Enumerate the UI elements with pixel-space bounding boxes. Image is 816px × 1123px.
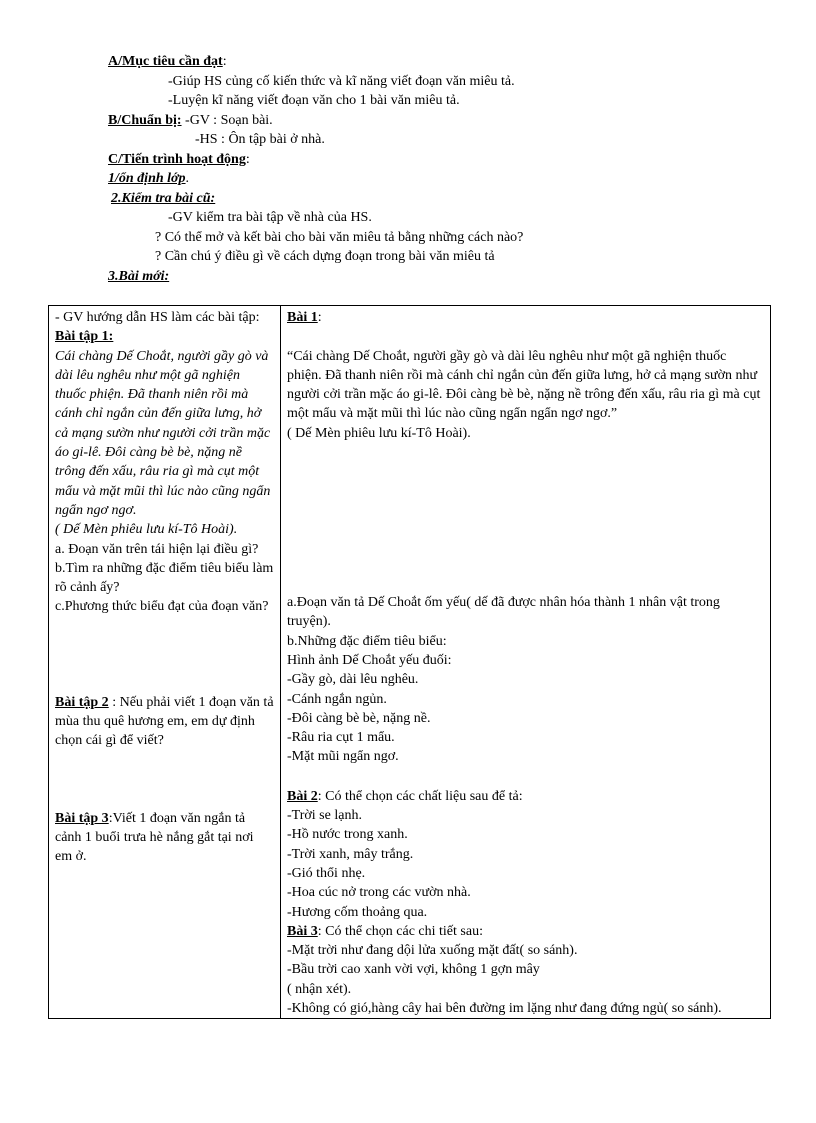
exercise-1-source: ( Dế Mèn phiêu lưu kí-Tô Hoài). [55,522,238,538]
answer-2-item: -Hoa cúc nở trong các vườn nhà. [287,885,471,901]
step-3-heading [108,267,788,287]
answer-b-item: -Cánh ngắn ngủn. [287,691,387,707]
section-a-title: A/Mục tiêu cần đạt [108,54,223,69]
answer-b: b.Những đặc điểm tiêu biểu: [287,633,447,649]
teacher-activities-column [49,306,281,1019]
section-a-item: -Luyện kĩ năng viết đoạn văn cho 1 bài văn miêu tả. [168,93,460,108]
answer-b-item: -Đôi càng bè bè, nặng nề. [287,710,431,726]
answer-2-item: -Hương cốm thoảng qua. [287,904,428,920]
question-b: b.Tìm ra những đặc điểm tiêu biểu làm rõ cảnh ấy? [55,560,274,596]
question-c: c.Phương thức biểu đạt của đoạn văn? [55,599,269,615]
step-1-heading: 1/ổn định lớp. [108,171,190,186]
lesson-header [108,52,788,286]
answer-3-heading [287,922,764,941]
answer-3-item: ( nhận xét). [287,981,352,997]
answer-2-title: Bài 2 [287,788,318,804]
answer-a: a.Đoạn văn tả Dế Choắt ốm yếu( dế đã được nhân hóa thành 1 nhân vật trong truyện). [287,595,720,630]
answer-b-item: -Gầy gò, dài lêu nghêu. [287,672,419,688]
step-2-question: ? Cần chú ý điều gì về cách dựng đoạn trong bài văn miêu tả [155,249,495,264]
answer-3-text: : Có thể chọn các chi tiết sau: [317,923,483,939]
answer-2-text: : Có thể chọn các chất liệu sau để tả: [317,788,523,804]
answer-2-heading [287,787,764,806]
question-a: a. Đoạn văn trên tái hiện lại điều gì? [55,541,259,557]
answer-1-source: ( Dế Mèn phiêu lưu kí-Tô Hoài). [287,425,471,441]
section-b-title: B/Chuẩn bị: [108,112,182,128]
section-a-item: -Giúp HS củng cố kiến thức và kĩ năng viết đoạn văn miêu tả. [168,73,515,89]
intro-text: - GV hướng dẫn HS làm các bài tập: [55,310,260,325]
section-b-item: -GV : Soạn bài. [181,112,273,128]
exercise-1-title: Bài tập 1: [55,329,114,345]
answer-b-item: -Râu ria cụt 1 mẩu. [287,730,395,746]
answer-3-title: Bài 3 [287,923,318,939]
answer-1-title: Bài 1 [287,310,318,325]
section-c-heading: C/Tiến trình hoạt động: [108,151,250,167]
section-a-heading: A/Mục tiêu cần đạt: [108,54,227,69]
exercise-1-passage: Cái chàng Dế Choắt, người gầy gò và dài lêu nghêu như một gã nghiện thuốc phiện. Đã thanh niên rồi mà cánh chỉ ngắn củn đến giữa lưng, hở cả mạng sườn như người cởi trần mặc áo gi-lê. Đôi càng bè bè, nặng nề trông đến xấu, râu ria gì mà cụt một mẩu và mặt mũi thì lúc nào cũng ngẩn ngẩn ngơ ngơ. [55,348,271,518]
exercise-2 [55,693,274,751]
answer-2-item: -Hồ nước trong xanh. [287,827,408,843]
exercise-2-text: : Nếu phải viết 1 đoạn văn tả mùa thu quê hương em, em dự định chọn cái gì để viết? [55,694,274,749]
step-2-title: 2.Kiểm tra bài cũ: [111,190,216,206]
section-b-item: -HS : Ôn tập bài ở nhà. [195,132,325,147]
step-3-title: 3.Bài mới: [108,268,170,284]
answers-column [281,306,771,1019]
step-2-question: ? Có thể mở và kết bài cho bài văn miêu tả bằng những cách nào? [155,229,524,245]
answer-b-item: -Mặt mũi ngẩn ngơ. [287,749,399,765]
section-c-title: C/Tiến trình hoạt động [108,151,246,167]
step-2-heading [108,189,788,209]
answer-2-item: -Trời xanh, mây trắng. [287,846,414,862]
answer-2-item: -Trời se lạnh. [287,808,362,824]
answer-b-sub: Hình ảnh Dế Choắt yếu đuối: [287,652,452,668]
step-1-title: 1/ổn định lớp [108,171,186,186]
answer-2-item: -Gió thổi nhẹ. [287,865,366,881]
lesson-table [48,305,771,1019]
exercise-3 [55,809,274,867]
answer-3-item: -Mặt trời như đang dội lửa xuống mặt đất( so sánh). [287,943,578,959]
exercise-3-title: Bài tập 3 [55,810,109,826]
answer-1-quote: “Cái chàng Dế Choắt, người gầy gò và dài lêu nghêu như một gã nghiện thuốc phiện. Đã thanh niên rồi mà cánh chỉ ngắn củn đến giữa lưng, hở cả mạng sườn như người cởi trần mặc áo gi-lê. Đôi càng bè bè, nặng nề trông đến xấu, râu ria gì mà cụt một mẩu và mặt mũi thì lúc nào cũng ngẩn ngẩn ngơ ngơ.” [287,348,761,422]
step-2-item: -GV kiểm tra bài tập về nhà của HS. [168,210,372,225]
exercise-2-title: Bài tập 2 [55,694,109,710]
answer-3-item: -Bầu trời cao xanh vời vợi, không 1 gợn mây [287,962,540,978]
answer-1-heading: Bài 1: [287,310,322,325]
exercise-3-text: :Viết 1 đoạn văn ngắn tả cảnh 1 buổi trưa hè nắng gắt tại nơi em ở. [55,810,254,865]
answer-3-item: -Không có gió,hàng cây hai bên đường im lặng như đang đứng ngủ( so sánh). [287,1001,722,1017]
section-b-heading [108,111,788,131]
